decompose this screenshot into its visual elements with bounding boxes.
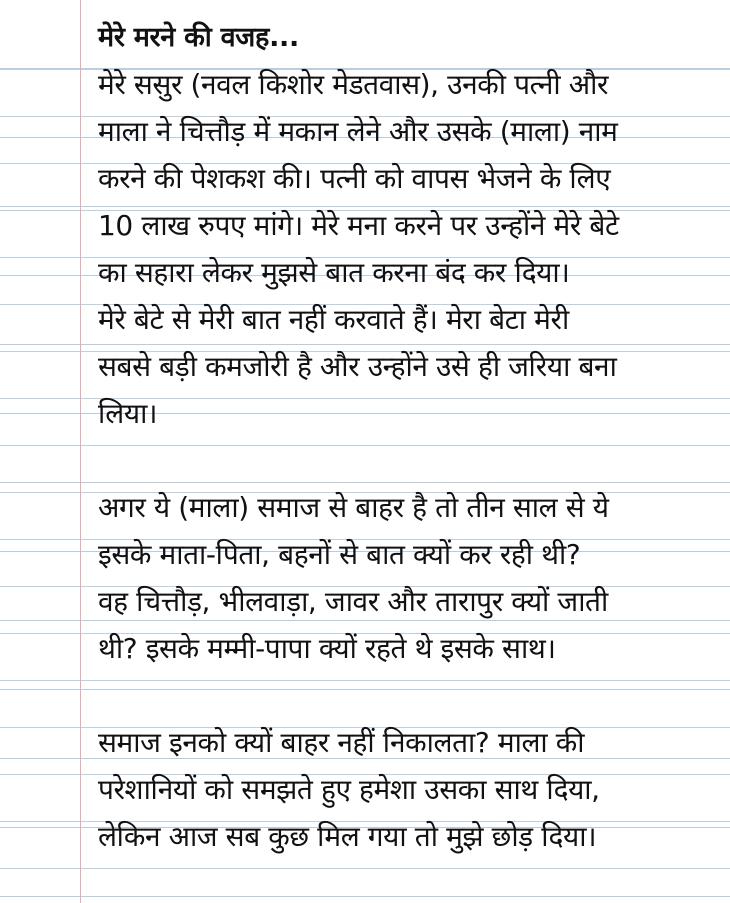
text-line: माला ने चित्तौड़ में मकान लेने और उसके (माला) नाम [98, 115, 618, 148]
text-line: मेरे ससुर (नवल किशोर मेडतवास), उनकी पत्नी और [98, 68, 609, 101]
text-line: मेरे बेटे से मेरी बात नहीं करवाते हैं। मेरा बेटा मेरी [98, 303, 569, 336]
margin-line [80, 0, 81, 903]
text-line: परेशानियों को समझते हुए हमेशा उसका साथ दिया, [98, 773, 600, 806]
text-line: सबसे बड़ी कमजोरी है और उन्होंने उसे ही जरिया बना [98, 350, 617, 383]
text-line: समाज इनको क्यों बाहर नहीं निकालता? माला की [98, 726, 585, 759]
note-title: मेरे मरने की वजह... [98, 22, 299, 53]
note-text [98, 14, 718, 860]
text-line: इसके माता-पिता, बहनों से बात क्यों कर रही थी? [98, 538, 581, 571]
text-line: का सहारा लेकर मुझसे बात करना बंद कर दिया। [98, 256, 570, 289]
paragraph-3 [98, 719, 718, 860]
text-line: अगर ये (माला) समाज से बाहर है तो तीन साल से ये [98, 491, 609, 524]
text-line: लेकिन आज सब कुछ मिल गया तो मुझे छोड़ दिया। [98, 820, 597, 853]
text-line: करने की पेशकश की। पत्नी को वापस भेजने के लिए [98, 162, 611, 195]
blank-line [98, 437, 718, 484]
text-line: लिया। [98, 397, 158, 430]
text-line: वह चित्तौड़, भीलवाड़ा, जावर और तारापुर क्यों जाती [98, 585, 608, 618]
blank-line [98, 672, 718, 719]
text-line: 10 लाख रुपए मांगे। मेरे मना करने पर उन्होंने मेरे बेटे [98, 209, 619, 242]
paragraph-2 [98, 484, 718, 672]
paragraph-1 [98, 61, 718, 437]
ruled-line [0, 868, 730, 869]
text-line: थी? इसके मम्मी-पापा क्यों रहते थे इसके साथ। [98, 632, 556, 665]
